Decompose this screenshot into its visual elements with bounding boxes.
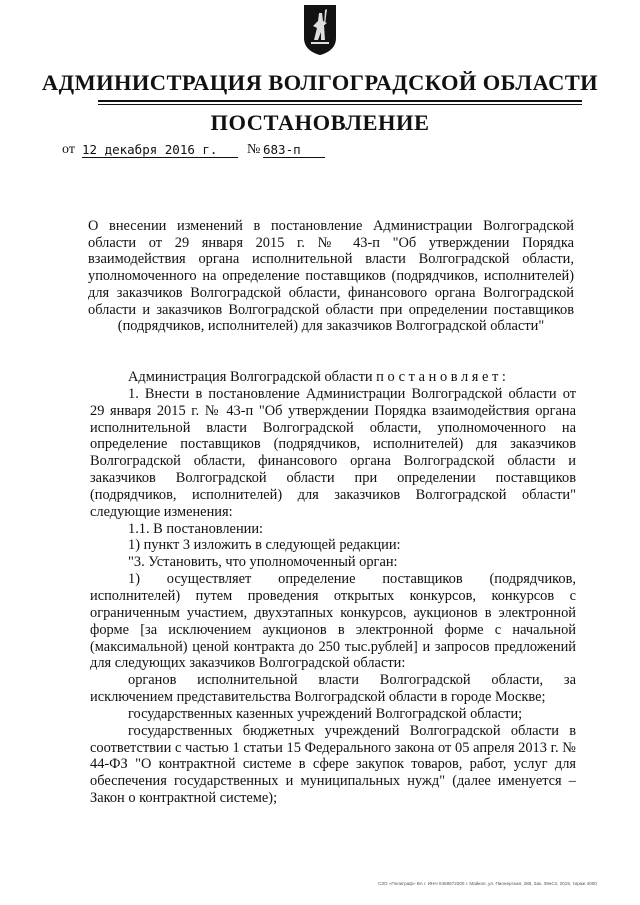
body-paragraph: органов исполнительной власти Волгоградской области, за исключением представительства Волгоградской области в городе Москве; <box>90 672 576 706</box>
body-paragraph: государственных бюджетных учреждений Волгоградской области в соответствии с частью 1 статьи 15 Федерального закона от 05 апреля 2013 г. № 44-ФЗ "О контрактной системе в сфере закупок товаров, работ, услуг для обеспечения государственных и муниципальных нужд" (далее именуется – Закон о контрактной системе); <box>90 722 576 807</box>
date-value: 12 декабря 2016 г. <box>82 142 238 158</box>
document-subject: О внесении изменений в постановление Администрации Волгоградской области от 29 января 2015 г. № 43-п "Об утверждении Порядка взаимодействия органа исполнительной власти Волгоградской области, уполномоченного на определение поставщиков (подрядчиков, исполнителей) для заказчиков Волгоградской области, финансового органа Волгоградской области и заказчиков Волгоградской области при определении поставщиков (подрядчиков, исполнителей) для заказчиков Волгоградской области" <box>88 218 574 335</box>
body-paragraph: "3. Установить, что уполномоченный орган: <box>128 554 398 571</box>
print-imprint: СЗО «Полиграф» ВА г. ИНН 0468672300 г. Майкоп, ул. Пионерская, 288, Зак. 39нСп, 2015, тираж 4000 <box>378 881 597 886</box>
body-paragraph: 1. Внести в постановление Администрации Волгоградской области от 29 января 2015 г. № 43-п "Об утверждении Порядка взаимодействия органа исполнительной власти Волгоградской области, уполномоченного на определение поставщиков (подрядчиков, исполнителей) для заказчиков Волгоградской области, финансового органа Волгоградской области и заказчиков Волгоградской области при определении поставщиков (подрядчиков, исполнителей) для заказчиков Волгоградской области" следующие изменения: <box>90 385 576 520</box>
body-paragraph: государственных казенных учреждений Волгоградской области; <box>128 705 523 722</box>
date-label: от <box>62 142 75 157</box>
header-rule-thick <box>98 100 582 102</box>
document-body <box>90 369 576 807</box>
preamble <box>90 369 576 386</box>
organization-title: АДМИНИСТРАЦИЯ ВОЛГОГРАДСКОЙ ОБЛАСТИ <box>41 70 599 95</box>
coat-of-arms-icon <box>303 4 337 56</box>
number-field <box>263 142 325 159</box>
document-type: ПОСТАНОВЛЕНИЕ <box>210 110 430 135</box>
body-paragraph: 1) пункт 3 изложить в следующей редакции: <box>128 537 401 554</box>
preamble-subject: Администрация Волгоградской области <box>128 369 373 385</box>
preamble-verb: постановляет: <box>376 369 510 385</box>
number-value: 683-п <box>263 142 325 158</box>
body-paragraph: 1.1. В постановлении: <box>128 520 264 537</box>
date-field <box>82 142 238 159</box>
number-label: № <box>247 142 261 157</box>
header-rule-thin <box>98 104 582 105</box>
body-paragraph: 1) осуществляет определение поставщиков (подрядчиков, исполнителей) путем проведения открытых конкурсов, конкурсов с ограниченным участием, двухэтапных конкурсов, аукционов в электронной форме [за исключением аукционов в электронной форме с начальной (максимальной) ценой контракта до 250 тыс.рублей] и запросов предложений для следующих заказчиков Волгоградской области: <box>90 571 576 672</box>
